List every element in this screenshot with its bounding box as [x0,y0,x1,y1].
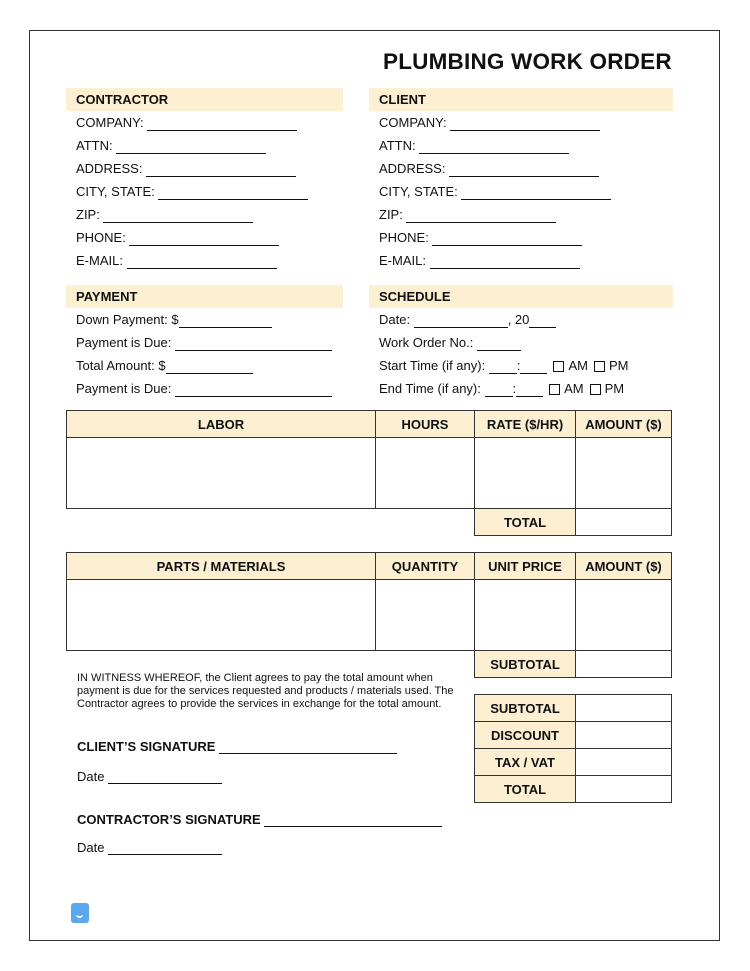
client-company-field[interactable] [379,115,600,131]
field-label: ADDRESS: [379,161,446,176]
input-line[interactable] [127,255,277,269]
labor-table [66,410,672,536]
field-label: CITY, STATE: [379,184,458,199]
date-label: Date [77,840,105,855]
client-address-field[interactable] [379,161,599,177]
input-line[interactable] [450,117,600,131]
field-label: Date: [379,312,411,327]
field-label: E-MAIL: [76,253,123,268]
pm-label: PM [604,381,625,396]
contractor-address-field[interactable] [76,161,296,177]
minute-input[interactable] [516,383,543,397]
date-field[interactable] [379,312,556,328]
parts-subtotal-label: SUBTOTAL [475,651,576,678]
end-time-field[interactable] [379,381,624,397]
colon: : [516,358,521,373]
am-checkbox[interactable] [553,361,564,372]
input-line[interactable] [432,232,582,246]
minute-input[interactable] [520,360,547,374]
date-line[interactable] [108,770,222,784]
client-city-state-field[interactable] [379,184,611,200]
start-time-field[interactable] [379,358,628,374]
contractor-attn-field[interactable] [76,138,266,154]
witness-statement: IN WITNESS WHEREOF, the Client agrees to pay the total amount when payment is due for the services requested and products / materials used. The Contractor agrees to provide the services in exchange for the total amount. [77,672,454,710]
contractor-signature-field[interactable] [77,812,442,827]
hour-input[interactable] [485,383,513,397]
quantity-cell[interactable] [376,580,475,651]
field-label: Work Order No.: [379,335,474,350]
amount-cell[interactable] [576,438,672,509]
field-label: End Time (if any): [379,381,481,396]
input-line[interactable] [449,163,599,177]
subtotal-label: SUBTOTAL [475,695,576,722]
page-title: PLUMBING WORK ORDER [383,49,672,74]
parts-header: PARTS / MATERIALS [67,553,376,580]
labor-total-cell[interactable] [576,509,672,536]
date-label: Date [77,769,105,784]
field-label: ATTN: [379,138,416,153]
client-attn-field[interactable] [379,138,569,154]
client-email-field[interactable] [379,253,580,269]
signature-line[interactable] [264,813,442,827]
parts-cell[interactable] [67,580,376,651]
input-line[interactable] [430,255,580,269]
year-label: , 20 [507,312,530,327]
input-line[interactable] [166,360,253,374]
input-line[interactable] [477,337,521,351]
input-line[interactable] [406,209,556,223]
input-line[interactable] [461,186,611,200]
client-signature-label: CLIENT’S SIGNATURE [77,739,216,754]
amount-header: AMOUNT ($) [576,553,672,580]
field-label: Payment is Due: [76,381,172,396]
contractor-company-field[interactable] [76,115,297,131]
input-line[interactable] [419,140,569,154]
field-label: ADDRESS: [76,161,143,176]
hours-cell[interactable] [376,438,475,509]
payment-heading: PAYMENT [66,285,343,308]
subtotal-cell[interactable] [576,695,672,722]
pm-checkbox[interactable] [590,384,601,395]
contractor-date-field[interactable] [77,840,222,855]
contractor-city-state-field[interactable] [76,184,308,200]
schedule-heading: SCHEDULE [369,285,673,308]
payment-due-field[interactable] [76,335,332,351]
contractor-email-field[interactable] [76,253,277,269]
field-label: Start Time (if any): [379,358,486,373]
payment-due-field-2[interactable] [76,381,332,397]
input-line[interactable] [175,337,332,351]
client-signature-field[interactable] [77,739,397,754]
quantity-header: QUANTITY [376,553,475,580]
field-label: ZIP: [379,207,403,222]
input-line[interactable] [129,232,279,246]
amount-header: AMOUNT ($) [576,411,672,438]
input-line[interactable] [175,383,332,397]
down-payment-field[interactable] [76,312,272,328]
labor-header: LABOR [67,411,376,438]
brand-logo-icon [71,903,89,923]
total-amount-field[interactable] [76,358,253,374]
rate-cell[interactable] [475,438,576,509]
pm-checkbox[interactable] [594,361,605,372]
field-label: E-MAIL: [379,253,426,268]
field-label: Total Amount: $ [76,358,166,373]
input-line[interactable] [158,186,308,200]
field-label: COMPANY: [76,115,144,130]
unit-price-header: UNIT PRICE [475,553,576,580]
contractor-heading: CONTRACTOR [66,88,343,111]
input-line[interactable] [179,314,272,328]
field-label: COMPANY: [379,115,447,130]
totals-table [474,694,672,803]
total-label: TOTAL [475,776,576,803]
hour-input[interactable] [489,360,517,374]
client-heading: CLIENT [369,88,673,111]
contractor-signature-label: CONTRACTOR’S SIGNATURE [77,812,261,827]
am-label: AM [568,358,588,373]
discount-label: DISCOUNT [475,722,576,749]
empty-cell [376,509,475,536]
client-zip-field[interactable] [379,207,556,223]
field-label: ZIP: [76,207,100,222]
client-date-field[interactable] [77,769,222,784]
work-order-no-field[interactable] [379,335,521,351]
field-label: PHONE: [379,230,429,245]
input-line[interactable] [414,314,508,328]
client-phone-field[interactable] [379,230,582,246]
tax-cell[interactable] [576,749,672,776]
input-line[interactable] [147,117,297,131]
field-label: ATTN: [76,138,113,153]
rate-header: RATE ($/HR) [475,411,576,438]
parts-subtotal-cell[interactable] [576,651,672,678]
amount-cell[interactable] [576,580,672,651]
tax-label: TAX / VAT [475,749,576,776]
field-label: CITY, STATE: [76,184,155,199]
input-line[interactable] [103,209,253,223]
field-label: Down Payment: $ [76,312,179,327]
unit-price-cell[interactable] [475,580,576,651]
parts-table [66,552,672,678]
date-line[interactable] [108,841,222,855]
signature-line[interactable] [219,740,397,754]
discount-cell[interactable] [576,722,672,749]
hours-header: HOURS [376,411,475,438]
labor-total-label: TOTAL [475,509,576,536]
contractor-zip-field[interactable] [76,207,253,223]
input-line[interactable] [116,140,266,154]
colon: : [512,381,517,396]
am-checkbox[interactable] [549,384,560,395]
pm-label: PM [608,358,629,373]
empty-cell [67,509,376,536]
field-label: PHONE: [76,230,126,245]
labor-cell[interactable] [67,438,376,509]
field-label: Payment is Due: [76,335,172,350]
contractor-phone-field[interactable] [76,230,279,246]
input-line[interactable] [146,163,296,177]
input-line[interactable] [529,314,556,328]
am-label: AM [564,381,584,396]
total-cell[interactable] [576,776,672,803]
